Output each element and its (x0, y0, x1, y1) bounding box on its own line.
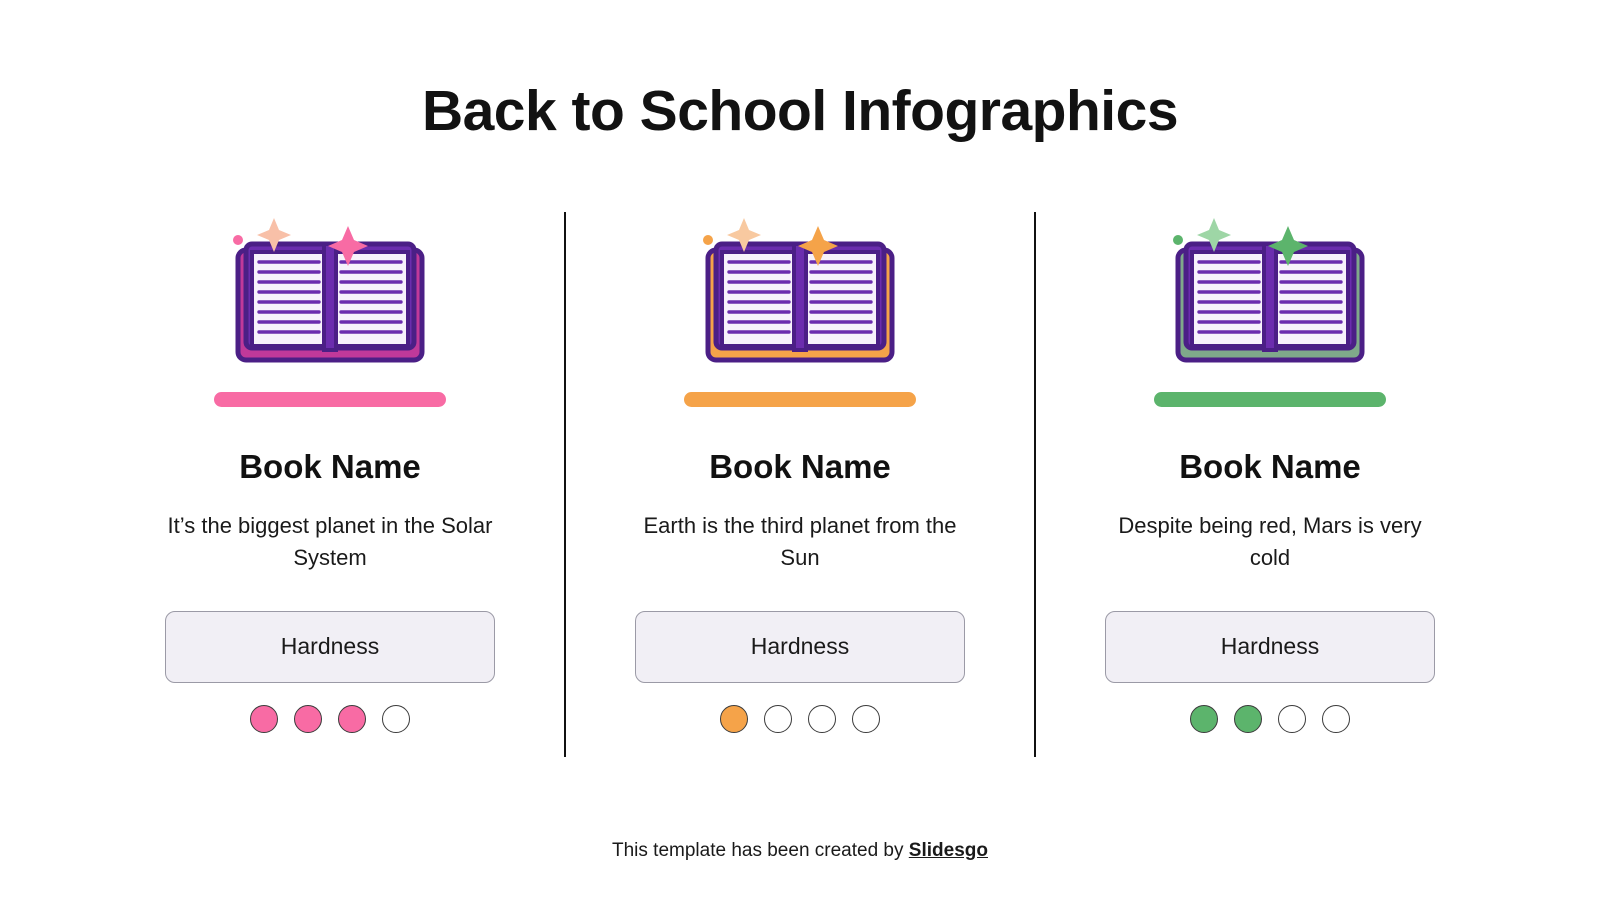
infographic-columns (120, 210, 1480, 770)
rating-dot[interactable] (294, 705, 322, 733)
hardness-rating-3 (1190, 705, 1350, 733)
book-name-1: Book Name (239, 448, 421, 485)
hardness-label-2: Hardness (750, 633, 850, 660)
hardness-box-1[interactable] (165, 611, 495, 683)
accent-bar-2 (684, 392, 916, 407)
hardness-rating-1 (250, 705, 410, 733)
book-description-3: Despite being red, Mars is very cold (1118, 513, 1422, 570)
rating-dot[interactable] (250, 705, 278, 733)
book-column-3 (1060, 210, 1480, 733)
book-name-2: Book Name (709, 448, 891, 485)
rating-dot[interactable] (808, 705, 836, 733)
hardness-label-3: Hardness (1220, 633, 1320, 660)
sparkles-icon-1 (200, 210, 460, 270)
sparkles-icon-3 (1140, 210, 1400, 270)
accent-bar-1 (214, 392, 446, 407)
rating-dot[interactable] (382, 705, 410, 733)
book-name-3: Book Name (1179, 448, 1361, 485)
page-title: Back to School Infographics (421, 79, 1179, 143)
rating-dot[interactable] (764, 705, 792, 733)
rating-dot[interactable] (338, 705, 366, 733)
accent-bar-3 (1154, 392, 1386, 407)
book-illustration-1 (200, 210, 460, 370)
hardness-rating-2 (720, 705, 880, 733)
rating-dot[interactable] (1278, 705, 1306, 733)
book-illustration-2 (670, 210, 930, 370)
footer-text: This template has been created by (612, 840, 909, 861)
hardness-label-1: Hardness (280, 633, 380, 660)
column-divider (1034, 212, 1036, 757)
rating-dot[interactable] (852, 705, 880, 733)
hardness-box-3[interactable] (1105, 611, 1435, 683)
rating-dot[interactable] (1190, 705, 1218, 733)
column-divider (564, 212, 566, 757)
rating-dot[interactable] (720, 705, 748, 733)
book-column-1 (120, 210, 540, 733)
book-column-2 (590, 210, 1010, 733)
rating-dot[interactable] (1234, 705, 1262, 733)
book-description-2: Earth is the third planet from the Sun (643, 513, 957, 570)
footer-credit (0, 840, 1600, 862)
rating-dot[interactable] (1322, 705, 1350, 733)
slidesgo-link[interactable]: Slidesgo (908, 840, 988, 861)
book-illustration-3 (1140, 210, 1400, 370)
book-description-1: It’s the biggest planet in the Solar System (167, 513, 493, 570)
hardness-box-2[interactable] (635, 611, 965, 683)
sparkles-icon-2 (670, 210, 930, 270)
